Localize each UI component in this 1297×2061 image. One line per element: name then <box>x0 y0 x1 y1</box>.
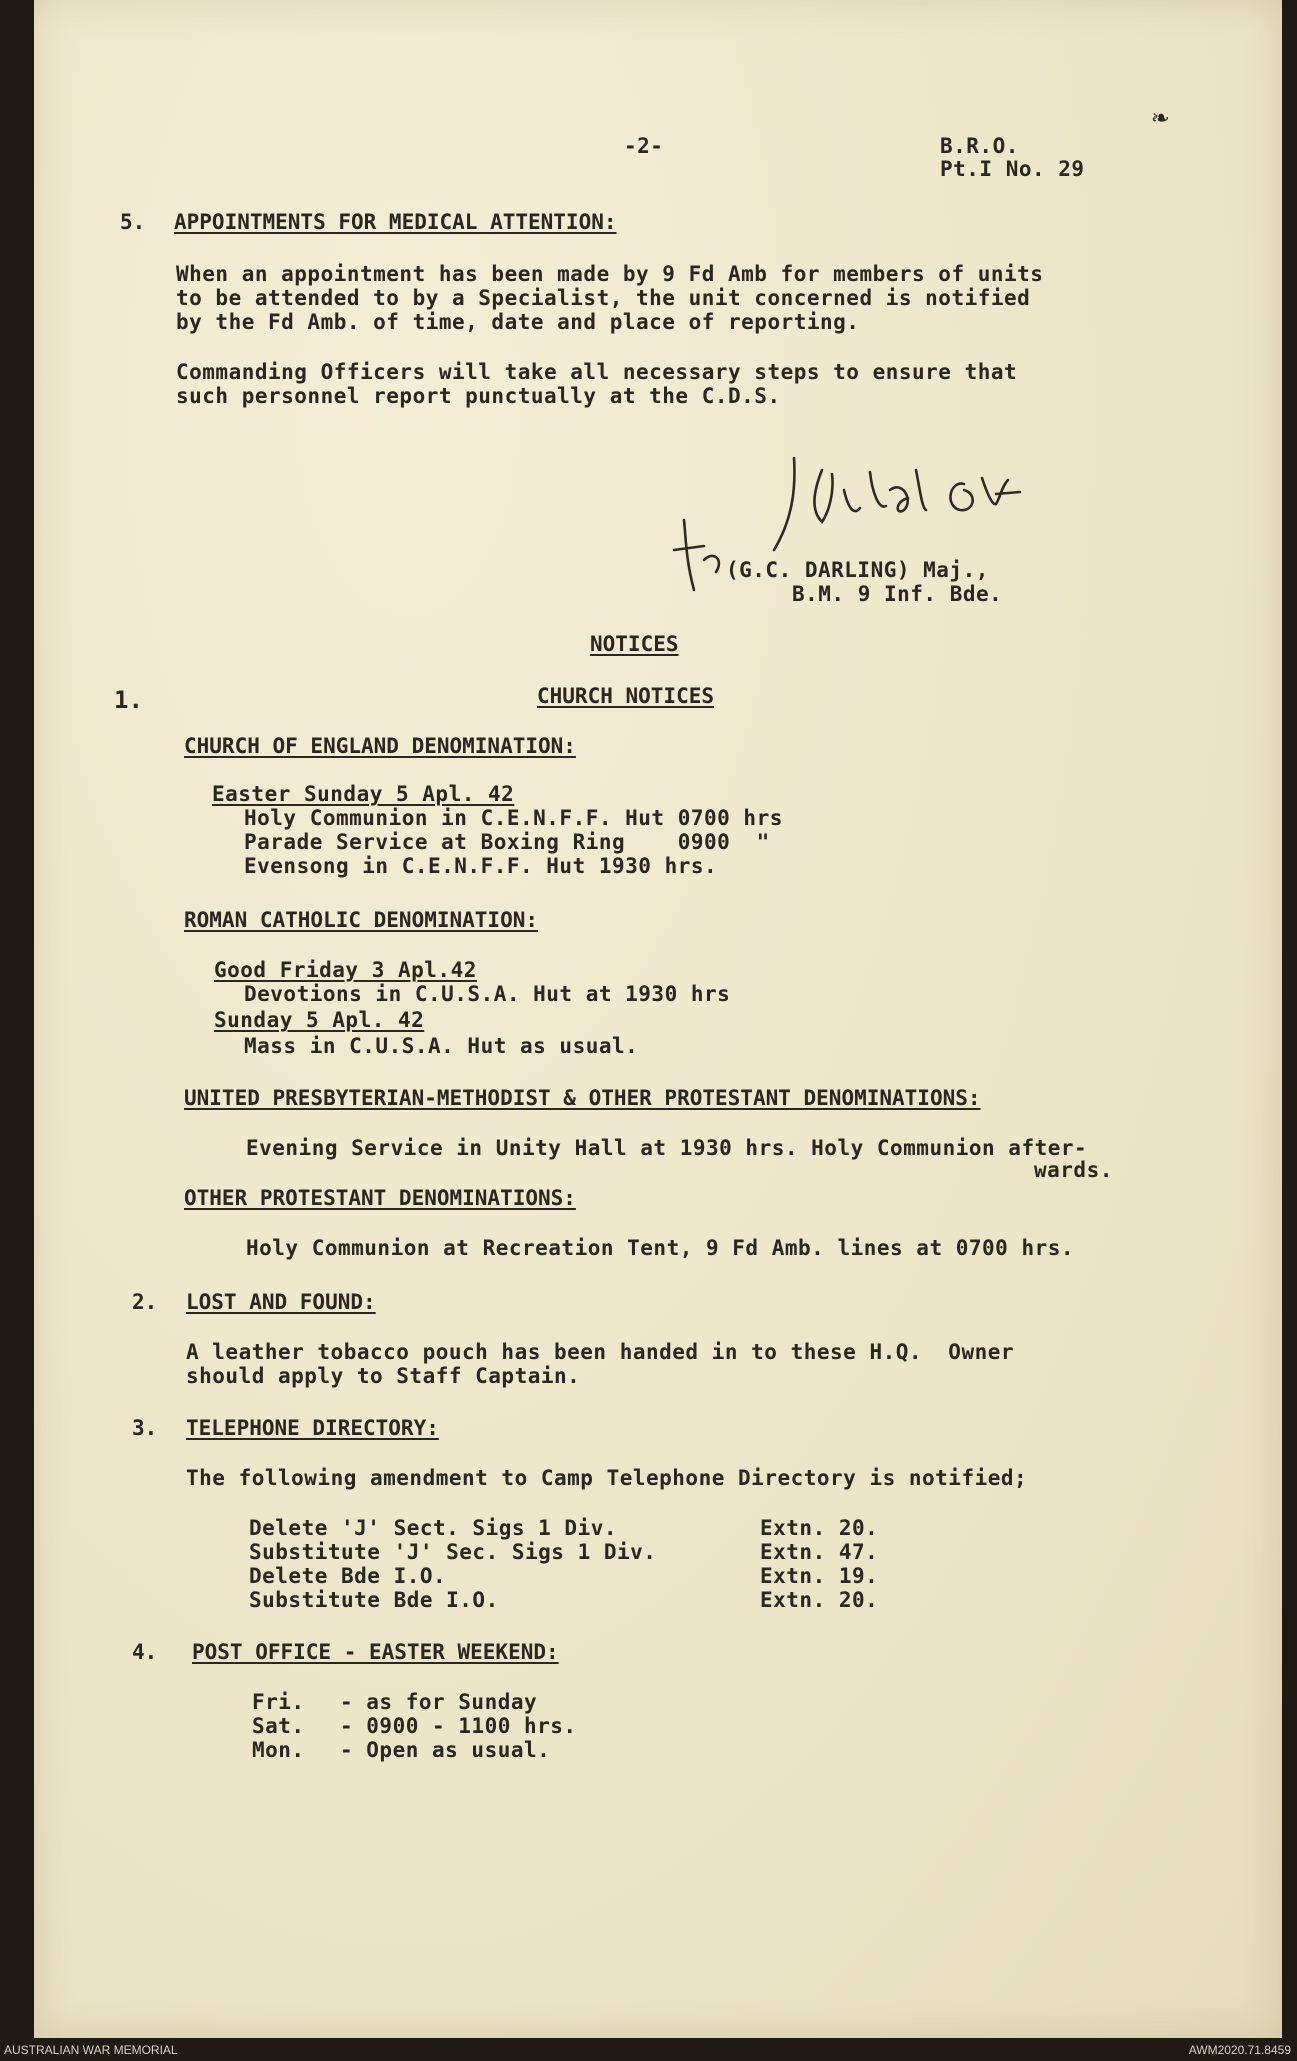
rc-line-2: Mass in C.U.S.A. Hut as usual. <box>244 1034 639 1058</box>
ref-line-2: Pt.I No. 29 <box>940 157 1085 181</box>
rc-date-2: Sunday 5 Apl. 42 <box>214 1008 425 1032</box>
section5-p1-line: to be attended to by a Specialist, the unit concerned is notified <box>176 286 1031 310</box>
post-office-number: 4. <box>132 1640 158 1664</box>
section5-number: 5. <box>120 210 146 234</box>
upm-heading: UNITED PRESBYTERIAN-METHODIST & OTHER PROTESTANT DENOMINATIONS: <box>184 1086 981 1110</box>
coe-heading: CHURCH OF ENGLAND DENOMINATION: <box>184 734 576 758</box>
lost-found-heading: LOST AND FOUND: <box>186 1290 376 1314</box>
op-heading: OTHER PROTESTANT DENOMINATIONS: <box>184 1186 576 1210</box>
telephone-number: 3. <box>132 1416 158 1440</box>
signature-title: B.M. 9 Inf. Bde. <box>792 582 1003 606</box>
signature-name: (G.C. DARLING) Maj., <box>726 558 989 582</box>
post-office-day: Mon. <box>252 1738 305 1762</box>
ref-line-1: B.R.O. <box>940 134 1019 158</box>
section5-p1-line: When an appointment has been made by 9 Fd Amb for members of units <box>176 262 1044 286</box>
telephone-row-item: Delete 'J' Sect. Sigs 1 Div. <box>249 1516 618 1540</box>
lost-found-line: A leather tobacco pouch has been handed in to these H.Q. Owner <box>186 1340 1015 1364</box>
telephone-row-item: Substitute Bde I.O. <box>249 1588 499 1612</box>
section5-p2-line: Commanding Officers will take all necessary steps to ensure that <box>176 360 1018 384</box>
post-office-hours: - 0900 - 1100 hrs. <box>340 1714 577 1738</box>
lost-found-line: should apply to Staff Captain. <box>186 1364 581 1388</box>
post-office-heading: POST OFFICE - EASTER WEEKEND: <box>192 1640 559 1664</box>
notices-item-number: 1. <box>114 686 143 714</box>
rc-date-1: Good Friday 3 Apl.42 <box>214 958 477 982</box>
telephone-row-item: Substitute 'J' Sec. Sigs 1 Div. <box>249 1540 657 1564</box>
telephone-row-ext: Extn. 20. <box>760 1516 879 1540</box>
rc-line-1: Devotions in C.U.S.A. Hut at 1930 hrs <box>244 982 731 1006</box>
coe-line: Parade Service at Boxing Ring 0900 " <box>244 830 770 854</box>
coe-line: Holy Communion in C.E.N.F.F. Hut 0700 hrs <box>244 806 783 830</box>
post-office-day: Fri. <box>252 1690 305 1714</box>
church-notices-title: CHURCH NOTICES <box>537 684 715 708</box>
footer-right: AWM2020.71.8459 <box>1188 2043 1291 2057</box>
corner-mark-icon: ❧ <box>1152 100 1169 133</box>
section5-heading: APPOINTMENTS FOR MEDICAL ATTENTION: <box>174 210 617 234</box>
rc-heading: ROMAN CATHOLIC DENOMINATION: <box>184 908 539 932</box>
telephone-intro: The following amendment to Camp Telephone Directory is notified; <box>186 1466 1028 1490</box>
page-number: -2- <box>624 134 664 158</box>
op-line: Holy Communion at Recreation Tent, 9 Fd Amb. lines at 0700 hrs. <box>246 1236 1075 1260</box>
post-office-hours: - as for Sunday <box>340 1690 538 1714</box>
section5-p2-line: such personnel report punctually at the C.D.S. <box>176 384 781 408</box>
telephone-row-ext: Extn. 19. <box>760 1564 879 1588</box>
archive-footer <box>0 2040 1297 2061</box>
telephone-row-ext: Extn. 47. <box>760 1540 879 1564</box>
coe-line: Evensong in C.E.N.F.F. Hut 1930 hrs. <box>244 854 718 878</box>
telephone-heading: TELEPHONE DIRECTORY: <box>186 1416 439 1440</box>
telephone-row-ext: Extn. 20. <box>760 1588 879 1612</box>
notices-title: NOTICES <box>590 632 679 656</box>
document-page <box>34 0 1282 2038</box>
post-office-hours: - Open as usual. <box>340 1738 551 1762</box>
coe-date: Easter Sunday 5 Apl. 42 <box>212 782 515 806</box>
section5-p1-line: by the Fd Amb. of time, date and place of reporting. <box>176 310 860 334</box>
upm-line-1: Evening Service in Unity Hall at 1930 hrs. Holy Communion after- <box>246 1136 1088 1160</box>
footer-left: AUSTRALIAN WAR MEMORIAL <box>4 2043 178 2057</box>
upm-line-2: wards. <box>1034 1158 1113 1182</box>
lost-found-number: 2. <box>132 1290 158 1314</box>
post-office-day: Sat. <box>252 1714 305 1738</box>
telephone-row-item: Delete Bde I.O. <box>249 1564 447 1588</box>
